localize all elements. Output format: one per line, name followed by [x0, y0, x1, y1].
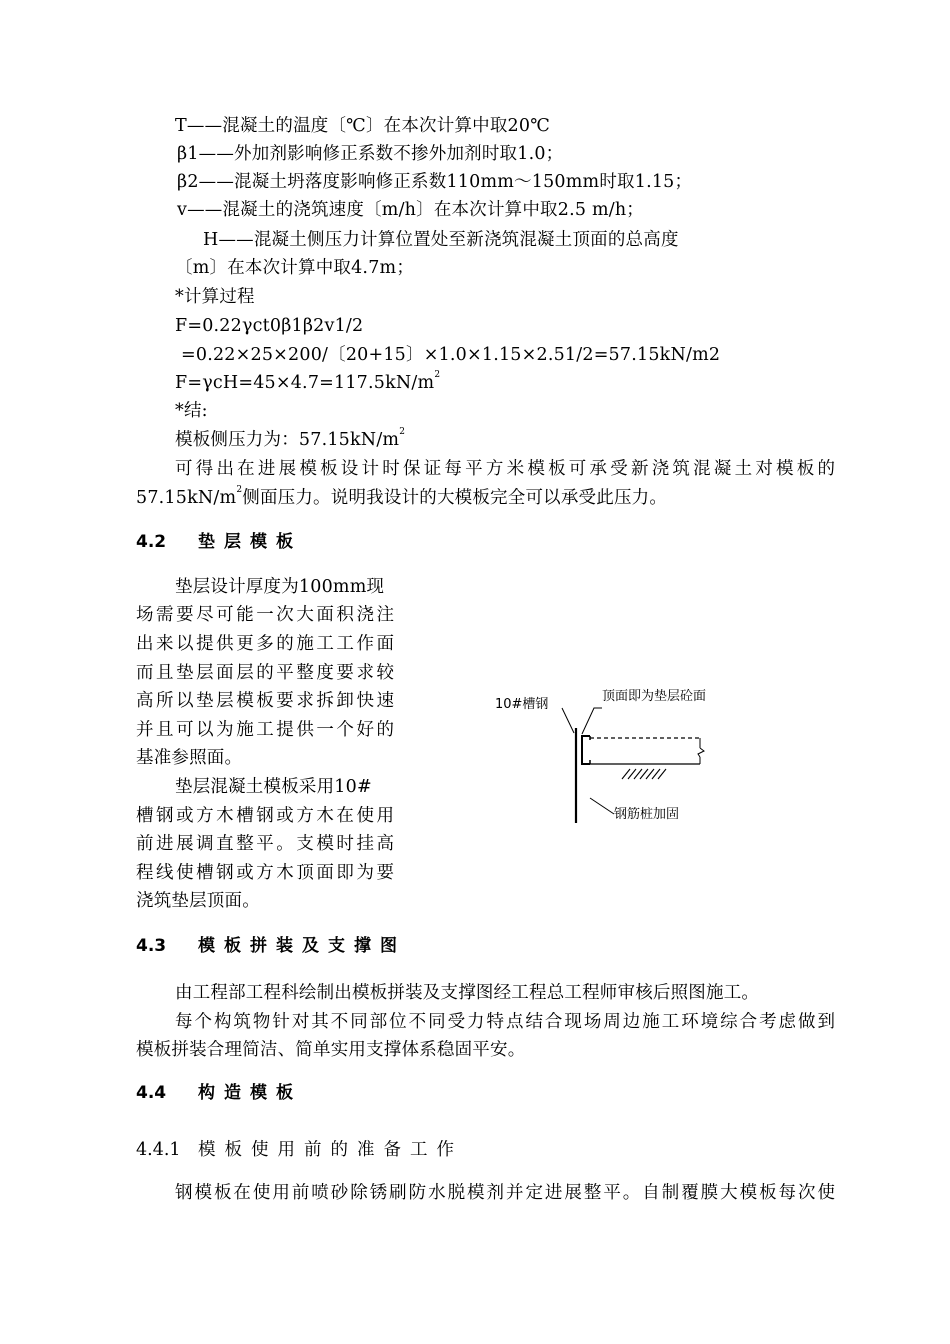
- break-line: [698, 748, 704, 757]
- section-heading-4-4: 4.4 构造模板: [136, 1083, 302, 1103]
- section-heading-4-2: 4.2 垫层模板: [136, 532, 302, 552]
- s441-paragraph-1: 钢模板在使用前喷砂除锈刷防水脱模剂并定进展整平。自制覆膜大模板每次使: [175, 1183, 835, 1203]
- s42-p1-line-2: 场需要尽可能一次大面积浇注: [136, 605, 394, 625]
- leader-line-rebar: [590, 798, 614, 814]
- param-T: T——混凝土的温度〔℃〕在本次计算中取20℃: [175, 116, 550, 136]
- param-beta1: β1——外加剂影响修正系数不掺外加剂时取1.0；: [177, 144, 564, 164]
- channel-steel-section: [582, 736, 590, 764]
- section-heading-4-3: 4.3 模板拼装及支撑图: [136, 936, 406, 956]
- s42-p2-line-3: 前进展调直整平。支模时挂高: [136, 834, 394, 854]
- s43-paragraph-2-line-2: 模板拼装合理简洁、简单实用支撑体系稳固平安。: [136, 1040, 526, 1060]
- formula-2: =0.22×25×200/〔20+15〕×1.0×1.15×2.51/2=57.15kN/m2: [181, 345, 721, 365]
- ground-hatch: [622, 769, 666, 779]
- conclusion-line-1: 可得出在进展模板设计时保证每平方米模板可承受新浇筑混凝土对模板的: [175, 459, 835, 479]
- result-line: 模板侧压力为：$57.15kN/m^2$: [175, 427, 406, 450]
- s42-p2-line-5: 浇筑垫层顶面。: [136, 891, 260, 911]
- s42-p2-line-1: 垫层混凝土模板采用10#: [175, 777, 372, 797]
- s42-p2-line-2: 槽钢或方木槽钢或方木在使用: [136, 806, 394, 826]
- s42-p1-line-1: 垫层设计厚度为100mm现: [175, 577, 385, 597]
- label-top-surface: 顶面即为垫层砼面: [602, 689, 707, 704]
- calc-heading: *计算过程: [175, 287, 255, 307]
- s42-p1-line-4: 而且垫层面层的平整度要求较: [136, 663, 394, 683]
- conclusion-line-2: $57.15kN/m^2$侧面压力。说明我设计的大模板完全可以承受此压力。: [136, 485, 668, 508]
- leader-line-channel: [562, 708, 574, 733]
- formwork-diagram: [490, 678, 780, 828]
- param-H-line2: 〔m〕在本次计算中取4.7m；: [175, 258, 415, 278]
- param-beta2: β2——混凝土坍落度影响修正系数110mm～150mm时取1.15；: [177, 172, 693, 192]
- label-channel-steel: 10#槽钢: [495, 697, 549, 712]
- s42-p1-line-3: 出来以提供更多的施工工作面: [136, 634, 394, 654]
- s42-p1-line-7: 基准参照面。: [136, 748, 243, 768]
- param-v: v——混凝土的浇筑速度〔m/h〕在本次计算中取2.5 m/h；: [177, 200, 645, 220]
- param-H-line1: H——混凝土侧压力计算位置处至新浇筑混凝土顶面的总高度: [203, 230, 679, 250]
- s43-paragraph-2-line-1: 每个构筑物针对其不同部位不同受力特点结合现场周边施工环境综合考虑做到: [175, 1012, 835, 1032]
- s43-paragraph-1: 由工程部工程科绘制出模板拼装及支撑图经工程总工程师审核后照图施工。: [175, 983, 760, 1003]
- s42-p1-line-6: 并且可以为施工提供一个好的: [136, 720, 394, 740]
- section-heading-4-4-1: 4.4.1 模板使用前的准备工作: [136, 1140, 463, 1160]
- leader-line-top: [582, 708, 602, 734]
- formula-1: F=0.22γct0β1β2v1/2: [175, 316, 364, 336]
- formula-3: $F=\gamma cH=45\times 4.7=117.5kN/m^2$: [175, 370, 441, 393]
- s42-p1-line-5: 高所以垫层模板要求拆卸快速: [136, 691, 394, 711]
- label-rebar-stake: 钢筋桩加固: [614, 807, 680, 822]
- result-heading: *结:: [175, 401, 208, 421]
- s42-p2-line-4: 程线使槽钢或方木顶面即为要: [136, 863, 394, 883]
